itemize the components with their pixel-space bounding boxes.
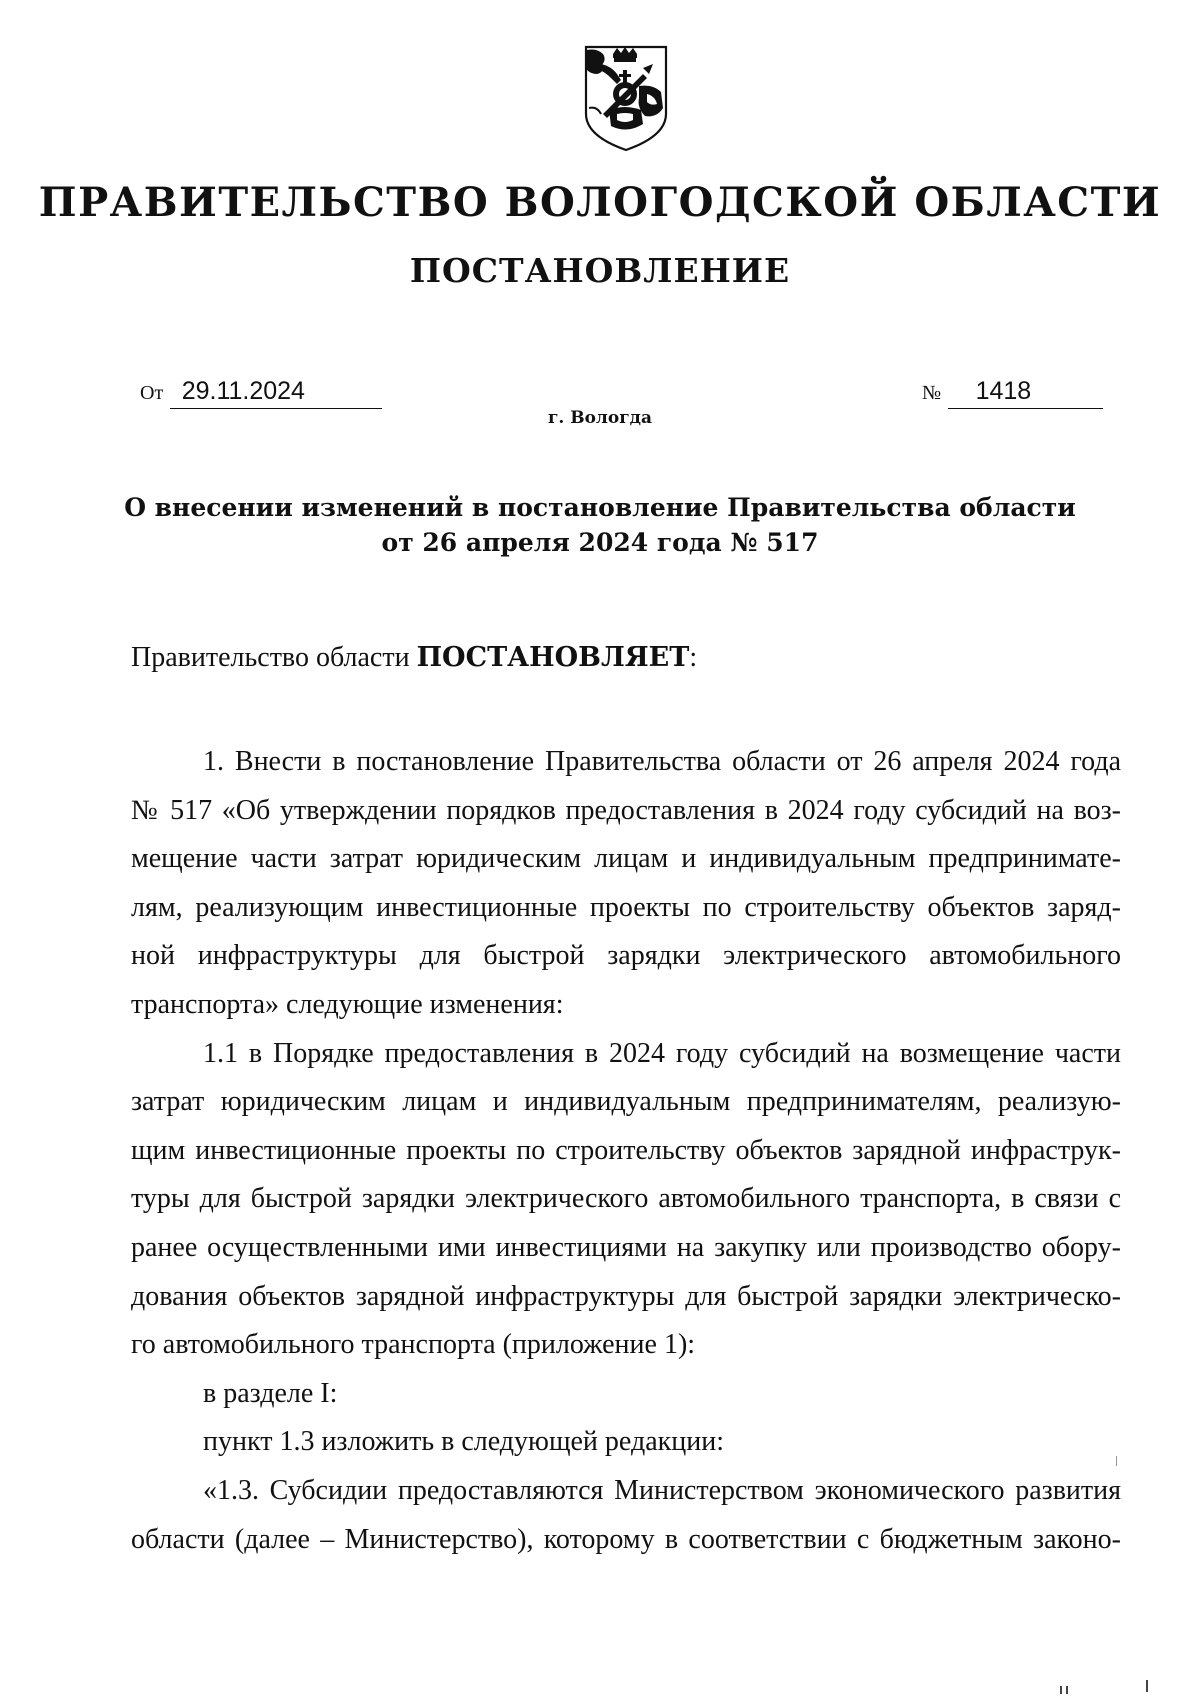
date-value: 29.11.2024 [170, 375, 382, 409]
paragraph-4 [131, 1418, 1121, 1467]
paragraph-line: ранее осуществленными ими инвестициями на закупку или производство обору- [131, 1231, 1121, 1263]
intro-prefix: Правительство области [131, 642, 417, 673]
paragraph-line: ной инфраструктуры для быстрой зарядки электрического автомобильного [131, 940, 1121, 972]
paragraph-line: пункт 1.3 изложить в следующей редакции: [203, 1426, 724, 1458]
scan-artifact [1116, 1456, 1117, 1466]
subject-line-1: О внесении изменений в постановление Правительства области [124, 493, 1076, 522]
paragraph-line: мещение части затрат юридическим лицам и индивидуальным предпринимате- [131, 843, 1121, 875]
paragraph-line: щим инвестиционные проекты по строительству объектов зарядной инфраструк- [131, 1134, 1121, 1166]
city: г. Вологда [547, 408, 653, 428]
paragraph-line: дования объектов зарядной инфраструктуры для быстрой зарядки электрическо- [131, 1280, 1121, 1312]
paragraph-line: в разделе I: [203, 1377, 338, 1409]
paragraph-line: транспорта» следующие изменения: [131, 988, 564, 1020]
coat-of-arms-icon [583, 44, 669, 152]
paragraph-3 [131, 1370, 1121, 1419]
document-type: ПОСТАНОВЛЕНИЕ [409, 251, 791, 290]
paragraph-line: области (далее – Министерство), которому в соответствии с бюджетным законо- [131, 1523, 1121, 1555]
document-body [131, 738, 1121, 1564]
date-label: От [140, 382, 164, 404]
paragraph-line: «1.3. Субсидии предоставляются Министерством экономического развития [203, 1474, 1121, 1506]
document-subject [0, 490, 1200, 560]
number-field [922, 375, 1103, 409]
number-label: № [922, 382, 942, 404]
scan-artifact [1146, 1680, 1148, 1692]
subject-line-2: от 26 апреля 2024 года № 517 [381, 528, 819, 557]
paragraph-line: № 517 «Об утверждении порядков предоставления в 2024 году субсидий на воз- [131, 794, 1121, 826]
number-value: 1418 [948, 375, 1103, 409]
organization-title: ПРАВИТЕЛЬСТВО ВОЛОГОДСКОЙ ОБЛАСТИ [38, 179, 1162, 226]
paragraph-line: лям, реализующим инвестиционные проекты по строительству объектов заряд- [131, 891, 1121, 923]
paragraph-line: 1.1 в Порядке предоставления в 2024 году субсидий на возмещение части [203, 1037, 1121, 1069]
paragraph-1 [131, 738, 1121, 1030]
paragraph-line: туры для быстрой зарядки электрического автомобильного транспорта, в связи с [131, 1183, 1121, 1215]
decree-word: ПОСТАНОВЛЯЕТ [416, 642, 690, 673]
paragraph-5 [131, 1467, 1121, 1564]
paragraph-line: затрат юридическим лицам и индивидуальным предпринимателям, реализую- [131, 1086, 1121, 1118]
intro-suffix: : [689, 642, 698, 673]
paragraph-line: го автомобильного транспорта (приложение 1): [131, 1329, 696, 1361]
scan-artifact [1060, 1686, 1062, 1694]
paragraph-2 [131, 1030, 1121, 1370]
paragraph-line: 1. Внести в постановление Правительства области от 26 апреля 2024 года [203, 746, 1121, 777]
scan-artifact [1066, 1686, 1068, 1694]
intro-sentence [131, 640, 697, 676]
date-field [140, 375, 382, 409]
